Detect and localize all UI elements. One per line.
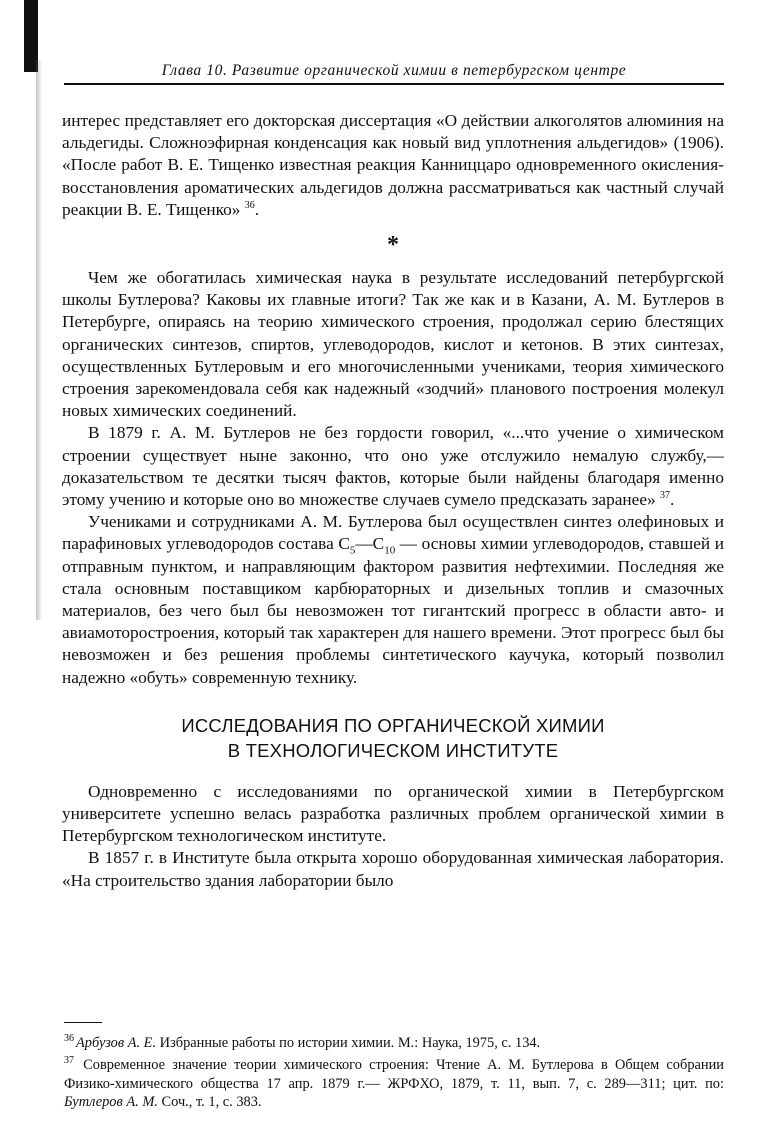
footnote-text: Избранные работы по истории химии. М.: Наука, 1975, с. 134. (156, 1034, 541, 1051)
subscript: 10 (384, 544, 396, 557)
paragraph-text: В 1879 г. А. М. Бутлеров не без гордости говорил, «...что учение о химическом строении существует ныне законно, что оно уже отслужило немалую службу,— доказательством те десятки тысяч фактов, которые были найдены благодаря именно этому учению и которые оно во множестве случаев сумело предсказать заранее» (62, 423, 724, 510)
paragraph (62, 511, 724, 689)
footnote-number: 36 (64, 1033, 74, 1044)
paragraph: Чем же обогатилась химическая наука в результате исследований петербургской школы Бутлерова? Каковы их главные итоги? Так же как и в Казани, А. М. Бутлеров в Петербурге, опираясь на теорию химического строения, продолжал серию блестящих органических синтезов, спиртов, углеводородов, кислот и кетонов. В этих синтезах, осуществленных Бутлеровым и его многочисленными учениками, теория химического строения зарекомендовала себя как надежный «зодчий» планового построения молекул новых химических соединений. (62, 268, 724, 421)
footnote-divider (64, 1022, 102, 1023)
footnote-text: Соч., т. 1, с. 383. (157, 1094, 262, 1111)
paragraph: интерес представляет его докторская диссертация «О действии алкоголятов алюминия на альдегиды. Сложноэфирная конденсация как новый вид уплотнения альдегидов» (1906). «После работ В. Е. Тищенко известная реакция Канниццаро одновременного окисления-восстановления ароматических альдегидов должна рассматриваться как частный случай реакции В. Е. Тищенко» $^{36}$. (62, 111, 724, 219)
footnote (64, 1030, 724, 1052)
section-separator: * (387, 232, 399, 259)
paragraph: В 1879 г. А. М. Бутлеров не без гордости говорил, «...что учение о химическом строении существует ныне законно, что оно уже отслужило немалую службу,— доказательством те десятки тысяч фактов, которые были найдены благодаря именно этому учению и которые оно во множестве случаев сумело предсказать заранее» $^{37}$. (62, 423, 724, 510)
section-title-line: В ТЕХНОЛОГИЧЕСКОМ ИНСТИТУТЕ (227, 739, 559, 761)
footnote-number: 37 (64, 1055, 74, 1067)
running-header: Глава 10. Развитие органической химии в петербургском центре (64, 62, 724, 85)
footnote-ref: 36 (244, 200, 255, 212)
footnote-ref: 37 (659, 490, 670, 502)
paragraph-text: —C (355, 534, 385, 554)
footnote-author: Бутлеров А. М. (64, 1094, 158, 1111)
footnote-author: Арбузов А. Е. (76, 1034, 157, 1051)
paragraph: Одновременно с исследованиями по органической химии в Петербургском университете успешно велась разработка различных проблем органической химии в Петербургском технологическом институте. (62, 781, 724, 846)
main-text (62, 110, 724, 892)
paragraph: В 1857 г. в Институте была открыта хорошо оборудованная химическая лаборатория. «На строительство здания лаборатории было (62, 848, 724, 890)
section-title (62, 713, 724, 763)
section-title-line: ИССЛЕДОВАНИЯ ПО ОРГАНИЧЕСКОЙ ХИМИИ (181, 714, 605, 736)
paragraph-text: интерес представляет его докторская диссертация «О действии алкоголятов алюминия на альдегиды. Сложноэфирная конденсация как новый вид уплотнения альдегидов» (1906). «После работ В. Е. Тищенко известная реакция Канниццаро одновременного окисления-восстановления ароматических альдегидов должна рассматриваться как частный случай реакции В. Е. Тищенко» (62, 111, 724, 219)
footnote (64, 1052, 724, 1111)
subscript: 5 (349, 544, 356, 557)
footnotes (64, 1030, 724, 1112)
page-gutter-shadow (36, 60, 42, 620)
paragraph-text: — основы химии углеводородов, ставшей и отправным пунктом, и направляющим фактором развития нефтехимии. Последняя же стала основным поставщиком карбюраторных и дизельных топлив и смазочных материалов, без чего был бы невозможен тот гигантский прогресс в области авто- и авиамоторостроения, который так характерен для нашего времени. Этот прогресс был бы невозможен и без решения проблемы синтетического каучука, который позволил надежно «обуть» современную технику. (62, 534, 724, 687)
footnote-text: Современное значение теории химического строения: Чтение А. М. Бутлерова в Общем собрании Физико-химического общества 17 апр. 1879 г.— ЖРФХО, 1879, т. 11, вып. 7, с. 289—311; цит. по: (64, 1057, 724, 1092)
paragraph-text: Учениками и сотрудниками А. М. Бутлерова был осуществлен синтез олефиновых и парафиновых углеводородов состава C (62, 512, 724, 554)
